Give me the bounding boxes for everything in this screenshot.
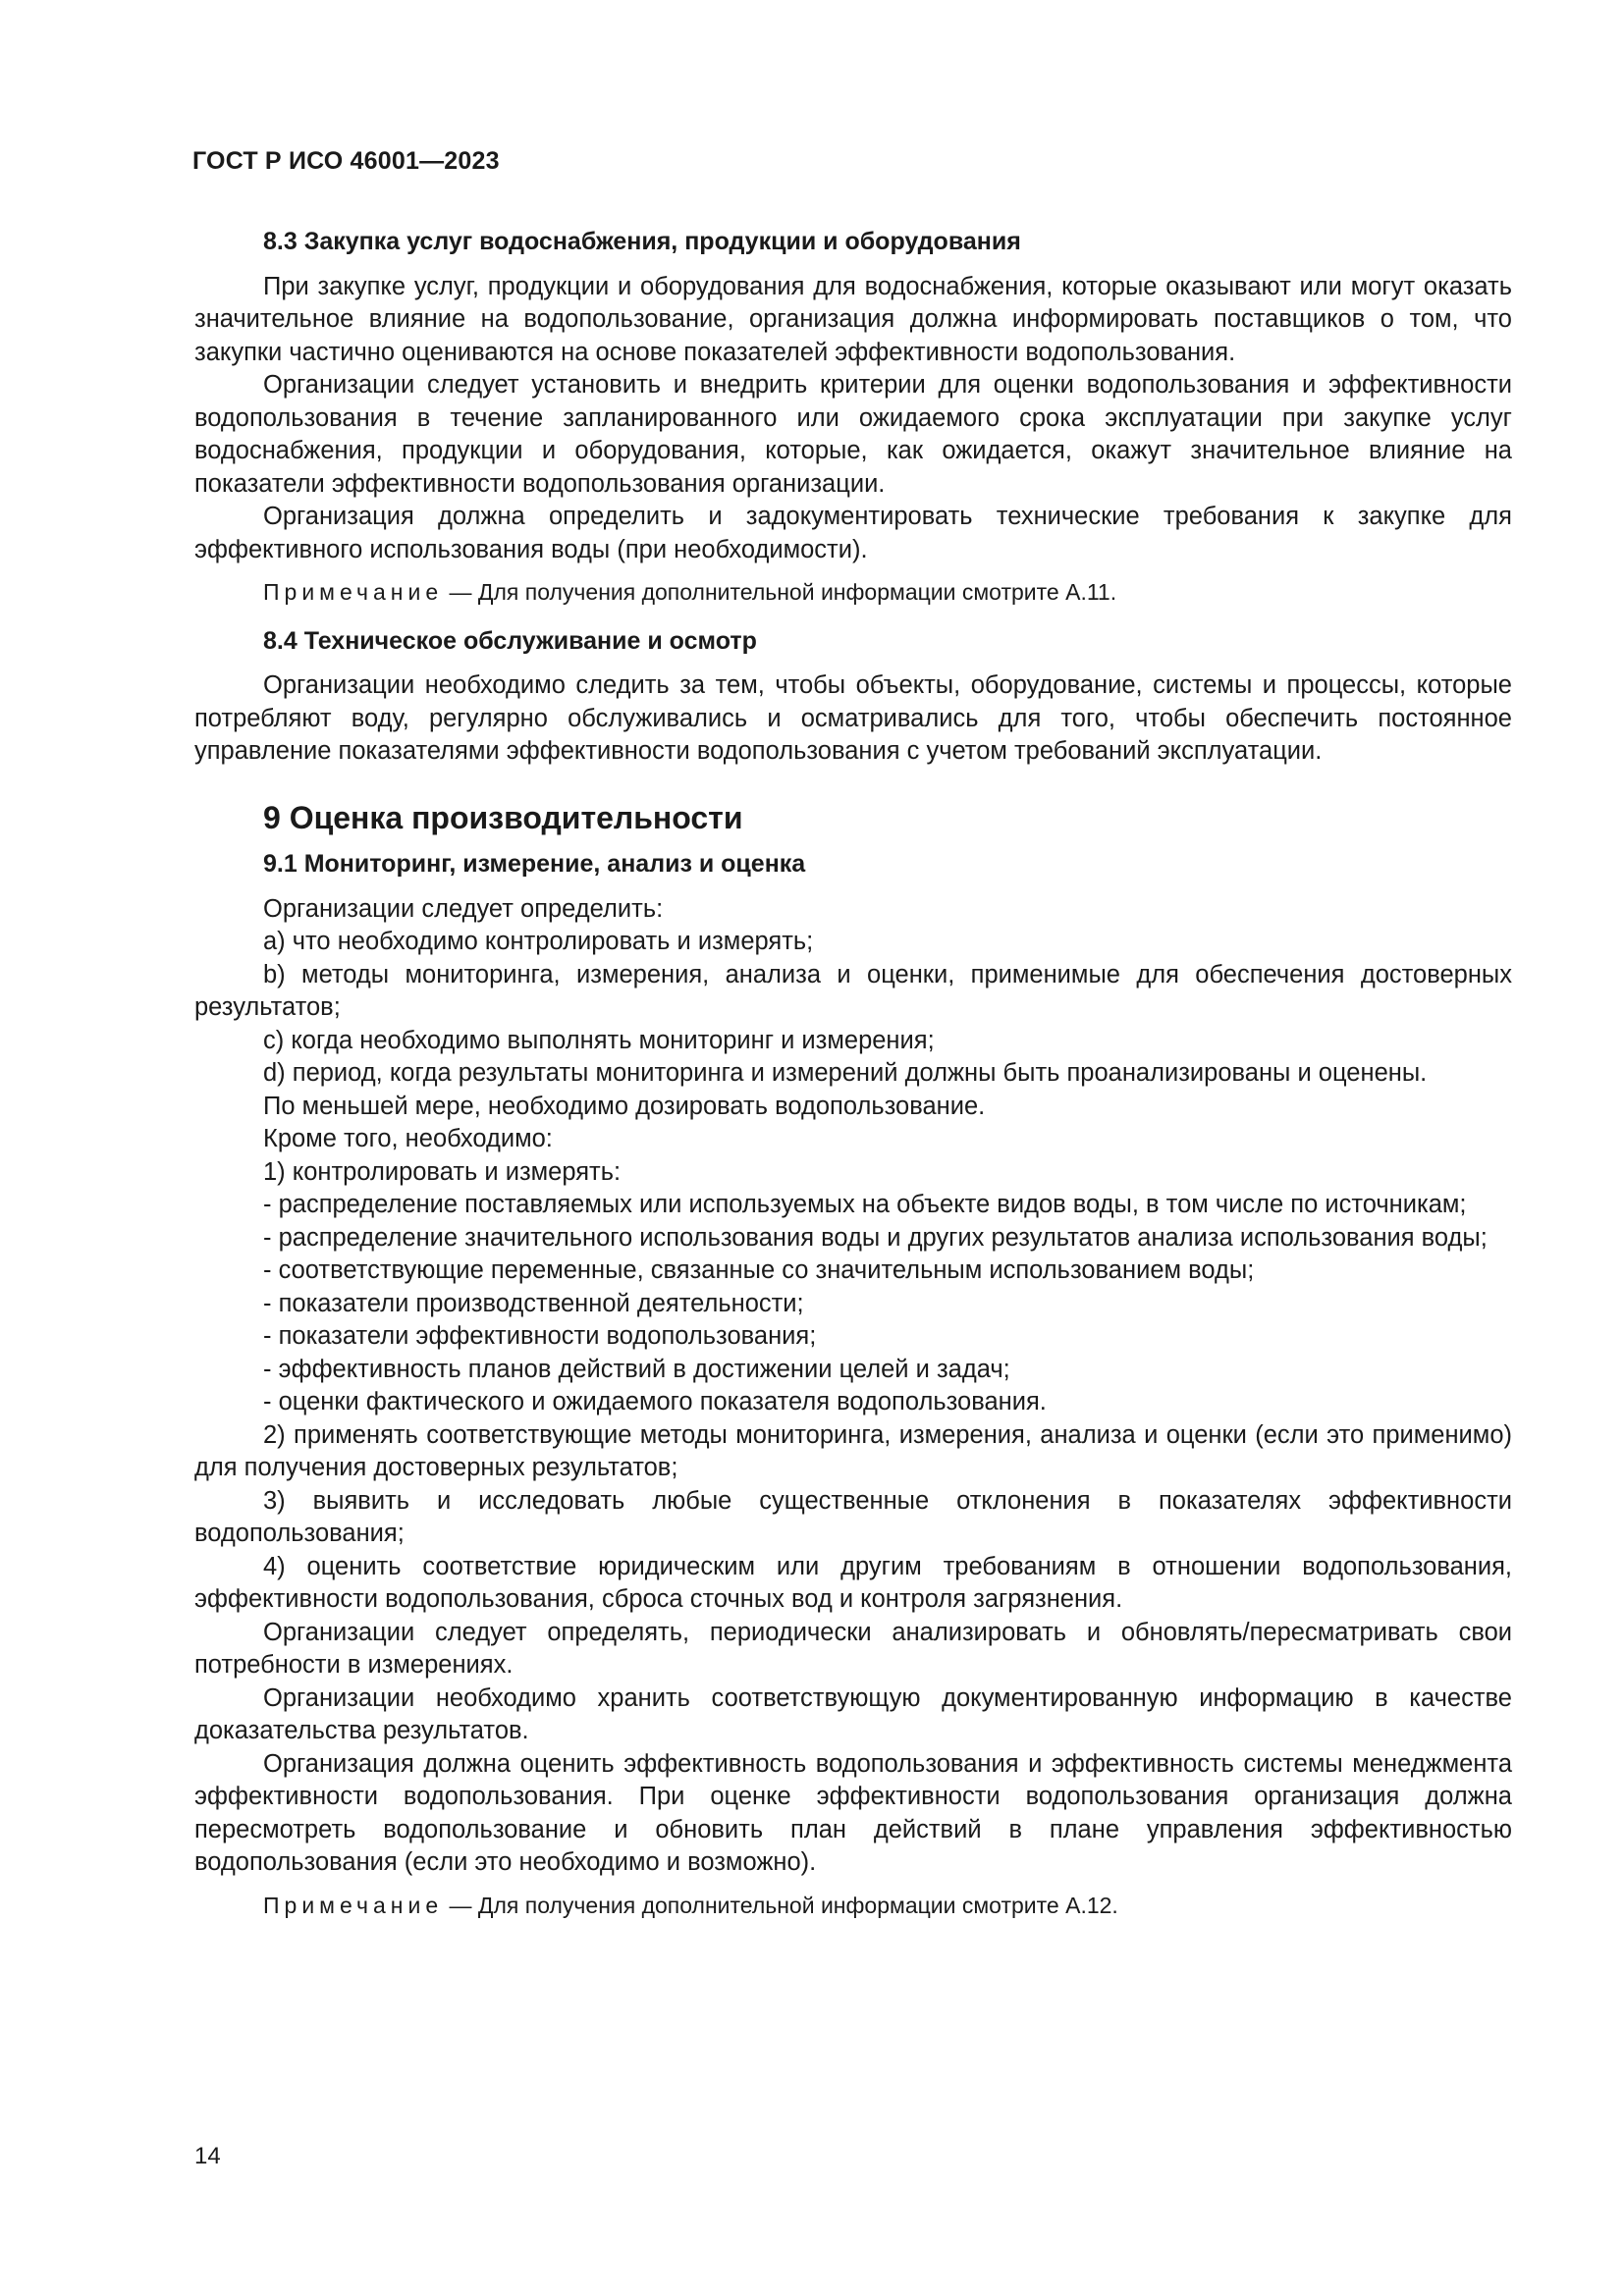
list-item: 1) контролировать и измерять: [263,1157,622,1186]
section-9-title: 9 Оценка производительности [263,799,743,835]
note-text: — Для получения дополнительной информации смотрите А.11. [443,579,1117,605]
note-label: Примечание [263,1892,444,1918]
paragraph: Организации следует установить и внедрить критерии для оценки водопользования и эффективности водопользования в течение запланированного или ожидаемого срока эксплуатации при закупке услуг водоснабжения, продукции и оборудования, которые, как ожидается, окажут значительное влияние на показатели эффективности водопользования организации. [194,371,1512,498]
paragraph: Организации необходимо хранить соответствующую документированную информацию в качестве доказательства результатов. [194,1683,1512,1744]
document-header: ГОСТ Р ИСО 46001—2023 [192,147,500,175]
note-a12 [263,1890,1512,1923]
paragraph: Организация должна определить и задокументировать технические требования к закупке для эффективного использования воды (при необходимости). [194,503,1512,563]
list-item: - оценки фактического и ожидаемого показателя водопользования. [263,1388,1047,1415]
list-item: - показатели эффективности водопользования; [263,1322,817,1350]
paragraph: При закупке услуг, продукции и оборудования для водоснабжения, которые оказывают или могут оказать значительное влияние на водопользование, организация должна информировать поставщиков о том, что закупки частично оцениваются на основе показателей эффективности водопользования. [194,272,1512,366]
section-9-1-title: 9.1 Мониторинг, измерение, анализ и оценка [263,850,806,878]
list-item: - распределение поставляемых или используемых на объекте видов воды, в том числе по источникам; [263,1191,1467,1218]
note-text: — Для получения дополнительной информации смотрите А.12. [443,1892,1118,1918]
page-content [194,226,1512,1938]
list-item: а) что необходимо контролировать и измерять; [263,928,814,955]
paragraph: Организации следует определять, периодически анализировать и обновлять/пересматривать свои потребности в измерениях. [194,1618,1512,1679]
paragraph: Организации следует определить: [263,894,664,923]
list-item: - распределение значительного использования воды и других результатов анализа использования воды; [263,1223,1488,1252]
list-item: d) период, когда результаты мониторинга и измерений должны быть проанализированы и оценены. [263,1059,1428,1087]
list-item: - эффективность планов действий в достижении целей и задач; [263,1355,1010,1383]
list-item: c) когда необходимо выполнять мониторинг и измерения; [263,1026,935,1054]
paragraph: Организации необходимо следить за тем, чтобы объекты, оборудование, системы и процессы, которые потребляют воду, регулярно обслуживались и осматривались для того, чтобы обеспечить постоянное управление показателями эффективности водопользования с учетом требований эксплуатации. [194,671,1512,765]
section-8-3-title: 8.3 Закупка услуг водоснабжения, продукции и оборудования [263,228,1021,255]
list-item: b) методы мониторинга, измерения, анализа и оценки, применимые для обеспечения достоверных результатов; [194,960,1512,1021]
paragraph: Организация должна оценить эффективность водопользования и эффективность системы менеджмента эффективности водопользования. При оценке эффективности водопользования организация должна пересмотреть водопользование и обновить план действий в плане управления эффективностью водопользования (если это необходимо и возможно). [194,1749,1512,1876]
list-item: 3) выявить и исследовать любые существенные отклонения в показателях эффективности водопользования; [194,1486,1512,1547]
note-label: Примечание [263,579,444,605]
paragraph: Кроме того, необходимо: [263,1125,553,1152]
note-a11 [263,576,1512,610]
section-8-4-title: 8.4 Техническое обслуживание и осмотр [263,626,757,655]
paragraph: По меньшей мере, необходимо дозировать водопользование. [263,1092,986,1120]
list-item: 4) оценить соответствие юридическим или другим требованиям в отношении водопользования, эффективности водопользования, сброса сточных вод и контроля загрязнения. [194,1552,1512,1613]
page-number: 14 [194,2143,221,2169]
list-item: - показатели производственной деятельности; [263,1289,804,1317]
list-item: - соответствующие переменные, связанные со значительным использованием воды; [263,1256,1255,1284]
list-item: 2) применять соответствующие методы мониторинга, измерения, анализа и оценки (если это применимо) для получения достоверных результатов; [194,1420,1512,1481]
